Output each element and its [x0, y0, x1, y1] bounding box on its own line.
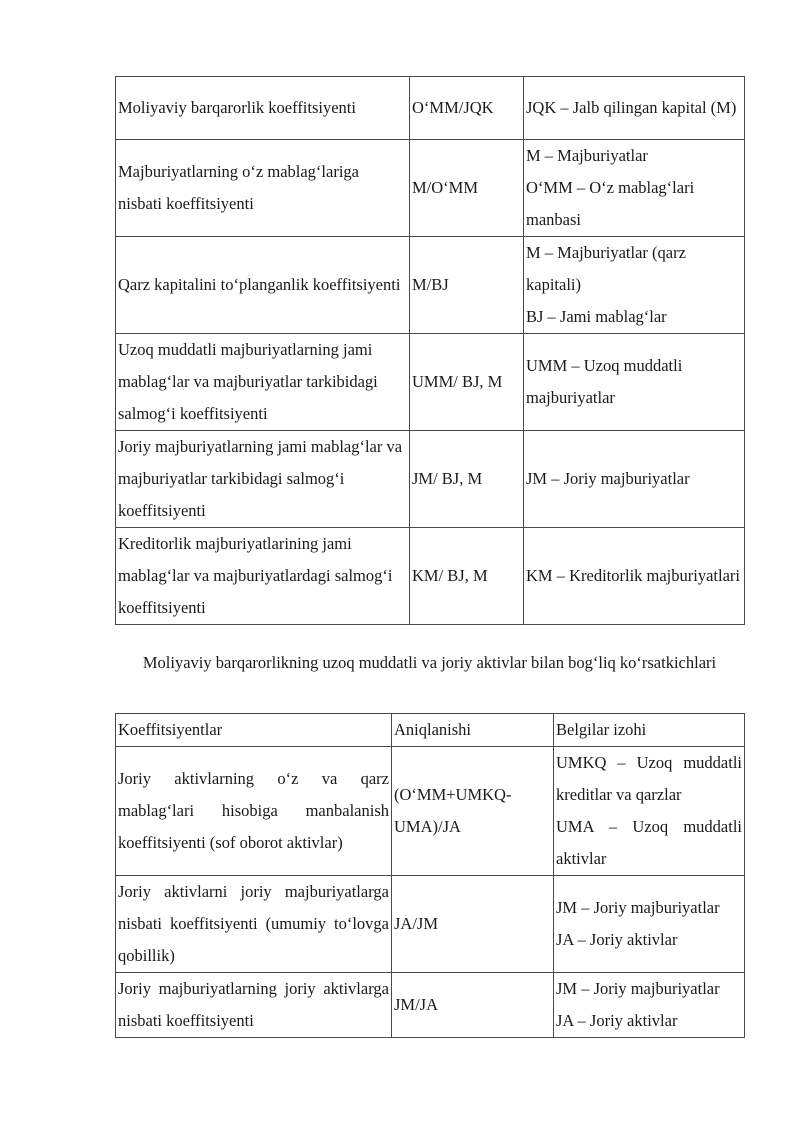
coefficient-name: Majburiyatlarning o‘z mablag‘lariga nisbati koeffitsiyenti [116, 140, 410, 237]
coefficient-formula: KM/ BJ, M [410, 528, 524, 625]
coefficient-name: Uzoq muddatli majburiyatlarning jami mablag‘lar va majburiyatlar tarkibidagi salmog‘i koeffitsiyenti [116, 334, 410, 431]
note-line: BJ – Jami mablag‘lar [526, 307, 667, 326]
table-caption: Moliyaviy barqarorlikning uzoq muddatli va joriy aktivlar bilan bog‘liq ko‘rsatkichlari [142, 653, 717, 672]
note-line: KM – Kreditorlik majburiyatlari [526, 566, 740, 585]
symbol-notes [524, 431, 745, 528]
symbol-notes [524, 528, 745, 625]
note-line: UMKQ – Uzoq muddatli kreditlar va qarzlar [556, 753, 742, 804]
note-line: JA – Joriy aktivlar [556, 930, 678, 949]
column-header: Belgilar izohi [554, 714, 745, 747]
note-line: JM – Joriy majburiyatlar [556, 898, 720, 917]
coefficients-table-2 [115, 713, 745, 1038]
table-row [116, 528, 745, 625]
table-row [116, 876, 745, 973]
table-row [116, 747, 745, 876]
table-row [116, 77, 745, 140]
coefficient-name: Qarz kapitalini to‘planganlik koeffitsiyenti [116, 237, 410, 334]
table-row [116, 334, 745, 431]
coefficient-name: Moliyaviy barqarorlik koeffitsiyenti [116, 77, 410, 140]
symbol-notes [554, 747, 745, 876]
symbol-notes [554, 876, 745, 973]
note-line: M – Majburiyatlar [526, 146, 648, 165]
column-header: Koeffitsiyentlar [116, 714, 392, 747]
coefficient-formula: JM/JA [392, 973, 554, 1038]
coefficient-formula: JA/JM [392, 876, 554, 973]
note-line: O‘MM – O‘z mablag‘lari manbasi [526, 178, 695, 229]
coefficient-name: Joriy majburiyatlarning joriy aktivlarga nisbati koeffitsiyenti [116, 973, 392, 1038]
coefficients-table-1 [115, 76, 745, 625]
coefficient-formula: O‘MM/JQK [410, 77, 524, 140]
coefficient-formula: JM/ BJ, M [410, 431, 524, 528]
column-header: Aniqlanishi [392, 714, 554, 747]
note-line: M – Majburiyatlar (qarz kapitali) [526, 243, 686, 294]
symbol-notes [524, 237, 745, 334]
symbol-notes [524, 77, 745, 140]
coefficient-formula: M/BJ [410, 237, 524, 334]
note-line: JA – Joriy aktivlar [556, 1011, 678, 1030]
table-row [116, 431, 745, 528]
table-header-row [116, 714, 745, 747]
table-row [116, 973, 745, 1038]
coefficient-formula: M/O‘MM [410, 140, 524, 237]
table-row [116, 140, 745, 237]
note-line: JM – Joriy majburiyatlar [556, 979, 720, 998]
note-line: JQK – Jalb qilingan kapital (M) [526, 98, 737, 117]
note-line: JM – Joriy majburiyatlar [526, 469, 690, 488]
symbol-notes [554, 973, 745, 1038]
note-line: UMM – Uzoq muddatli majburiyatlar [526, 356, 683, 407]
coefficient-formula: UMM/ BJ, M [410, 334, 524, 431]
symbol-notes [524, 334, 745, 431]
coefficient-name: Joriy aktivlarni joriy majburiyatlarga nisbati koeffitsiyenti (umumiy to‘lovga qobillik) [116, 876, 392, 973]
coefficient-formula: (O‘MM+UMKQ-UMA)/JA [392, 747, 554, 876]
coefficient-name: Joriy majburiyatlarning jami mablag‘lar va majburiyatlar tarkibidagi salmog‘i koeffitsiyenti [116, 431, 410, 528]
coefficient-name: Joriy aktivlarning o‘z va qarz mablag‘lari hisobiga manbalanish koeffitsiyenti (sof oborot aktivlar) [116, 747, 392, 876]
coefficient-name: Kreditorlik majburiyatlarining jami mablag‘lar va majburiyatlardagi salmog‘i koeffitsiyenti [116, 528, 410, 625]
symbol-notes [524, 140, 745, 237]
note-line: UMA – Uzoq muddatli aktivlar [556, 817, 742, 868]
table-row [116, 237, 745, 334]
